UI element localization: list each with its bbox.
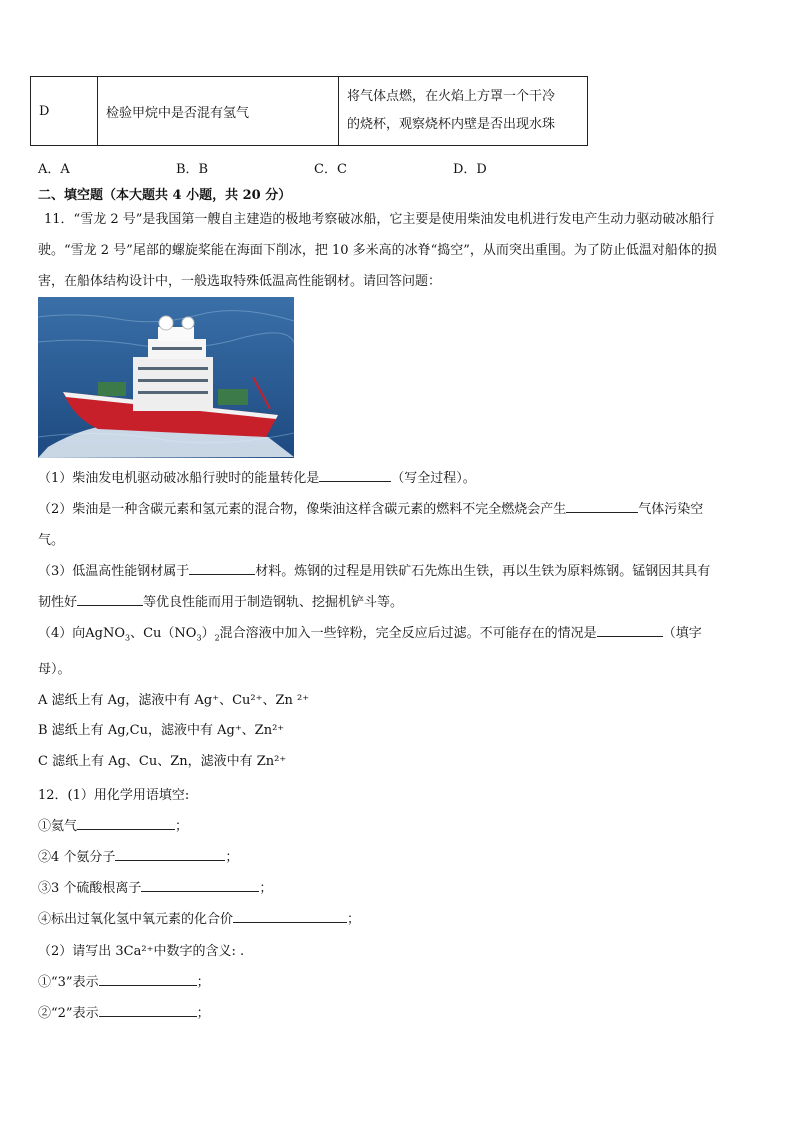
answer-blank[interactable] [115,846,225,861]
row-method-line1: 将气体点燃，在火焰上方罩一个干冷 [347,89,556,104]
answer-blank[interactable] [99,971,197,986]
q11-part4-tail: （填字 [662,626,702,641]
q12-item-3 [38,877,272,896]
q11-part3-text: （3）低温高性能钢材属于 [38,564,190,579]
q11-part4-cont: 母）。 [38,661,71,677]
q11-part3-cont: 韧性好 [38,595,78,610]
ship-illustration [38,297,294,458]
separator: ； [196,975,210,990]
q11-part1-text: （1）柴油发电机驱动破冰船行驶时的能量转化是 [38,471,320,486]
q11-part2-cont: 气。 [38,533,65,548]
q12-part2: （2）请写出 3Ca²⁺中数字的含义: . [38,944,245,959]
q11-part2-text: （2）柴油是一种含碳元素和氢元素的混合物，像柴油这样含碳元素的燃料不完全燃烧会产生 [38,502,567,517]
q12-item-4-label: ④标出过氧化氢中氧元素的化合价 [38,912,234,927]
separator: ； [225,850,239,865]
subscript: 3 [125,633,131,643]
q12-stem: 12．(1）用化学用语填空: [38,788,190,803]
subscript: 2 [214,633,220,643]
q11-part1 [38,463,758,494]
q12-item-1 [38,815,188,834]
option-a: A 滤纸上有 Ag，滤液中有 Ag⁺、Cu²⁺、Zn ²⁺ [38,693,310,708]
choice-b: B．B [176,162,209,177]
q12-item-2-label: ②4 个氨分子 [38,850,116,865]
answer-blank[interactable] [77,591,143,606]
answer-blank[interactable] [141,877,259,892]
q11-part2 [38,494,758,556]
subscript: 3 [196,633,202,643]
q11-part3-mid: 材料。炼钢的过程是用铁矿石先炼出生铁，再以生铁为原料炼钢。锰钢因其具有 [255,564,711,579]
choice-a: A．A [38,162,70,177]
q11-part4-text3: ） [201,626,215,641]
option-b: B 滤纸上有 Ag,Cu，滤液中有 Ag⁺、Zn²⁺ [38,723,285,738]
q11-part2-tail: 气体污染空 [638,502,704,517]
q12-item-1-label: ①氦气 [38,819,78,834]
section-title: 二、填空题（本大题共 4 小题，共 20 分） [38,188,292,203]
icebreaker-ship-image [38,297,294,458]
separator: ； [175,819,189,834]
q11-stem-line1: 11．“雪龙 2 号”是我国第一艘自主建造的极地考察破冰船，它主要是使用柴油发电机进行发电产生动力驱动破冰船行 [44,212,715,227]
q12-meaning-2 [38,1002,210,1021]
answer-blank[interactable] [189,560,255,575]
separator: ； [347,912,361,927]
q12-item-2 [38,846,238,865]
q11-part3-tail: 等优良性能而用于制造钢轨、挖掘机铲斗等。 [143,595,404,610]
q12-item-4 [38,908,360,927]
row-method-line2: 的烧杯，观察烧杯内壁是否出现水珠 [347,117,556,132]
table-row [31,77,588,146]
options-table [30,76,588,146]
answer-blank[interactable] [77,815,175,830]
answer-blank[interactable] [566,498,638,513]
q11-stem [38,204,758,297]
q11-part4-text2: 、Cu（NO [130,626,197,641]
choice-c: C．C [314,162,347,177]
q11-stem-line3: 害，在船体结构设计中，一般选取特殊低温高性能钢材。请回答问题： [38,274,442,289]
row-method [339,77,588,146]
q11-stem-line2: 驶。“雪龙 2 号”尾部的螺旋桨能在海面下削冰，把 10 多米高的冰脊“捣空”，从而突出重围。为了防止低温对船体的损 [38,243,717,258]
answer-blank[interactable] [319,467,391,482]
q11-part3 [38,556,758,618]
choice-d: D．D [453,162,487,177]
row-letter: D [31,77,98,146]
answer-blank[interactable] [233,908,347,923]
q12-meaning-1-label: ①“3”表示 [38,975,99,990]
separator: ； [259,881,273,896]
separator: ； [196,1006,210,1021]
answer-blank[interactable] [597,622,663,637]
q12-meaning-1 [38,971,210,990]
q11-part1-tail: （写全过程）。 [391,471,476,486]
q11-part4-text4: 混合溶液中加入一些锌粉，完全反应后过滤。不可能存在的情况是 [219,626,597,641]
q11-part4 [38,618,758,685]
q12-meaning-2-label: ②“2”表示 [38,1006,99,1021]
q12-item-3-label: ③3 个硫酸根离子 [38,881,142,896]
q11-part4-text: （4）向AgNO [38,626,126,641]
row-purpose: 检验甲烷中是否混有氢气 [98,77,339,146]
option-c: C 滤纸上有 Ag、Cu、Zn，滤液中有 Zn²⁺ [38,754,287,769]
answer-blank[interactable] [99,1002,197,1017]
